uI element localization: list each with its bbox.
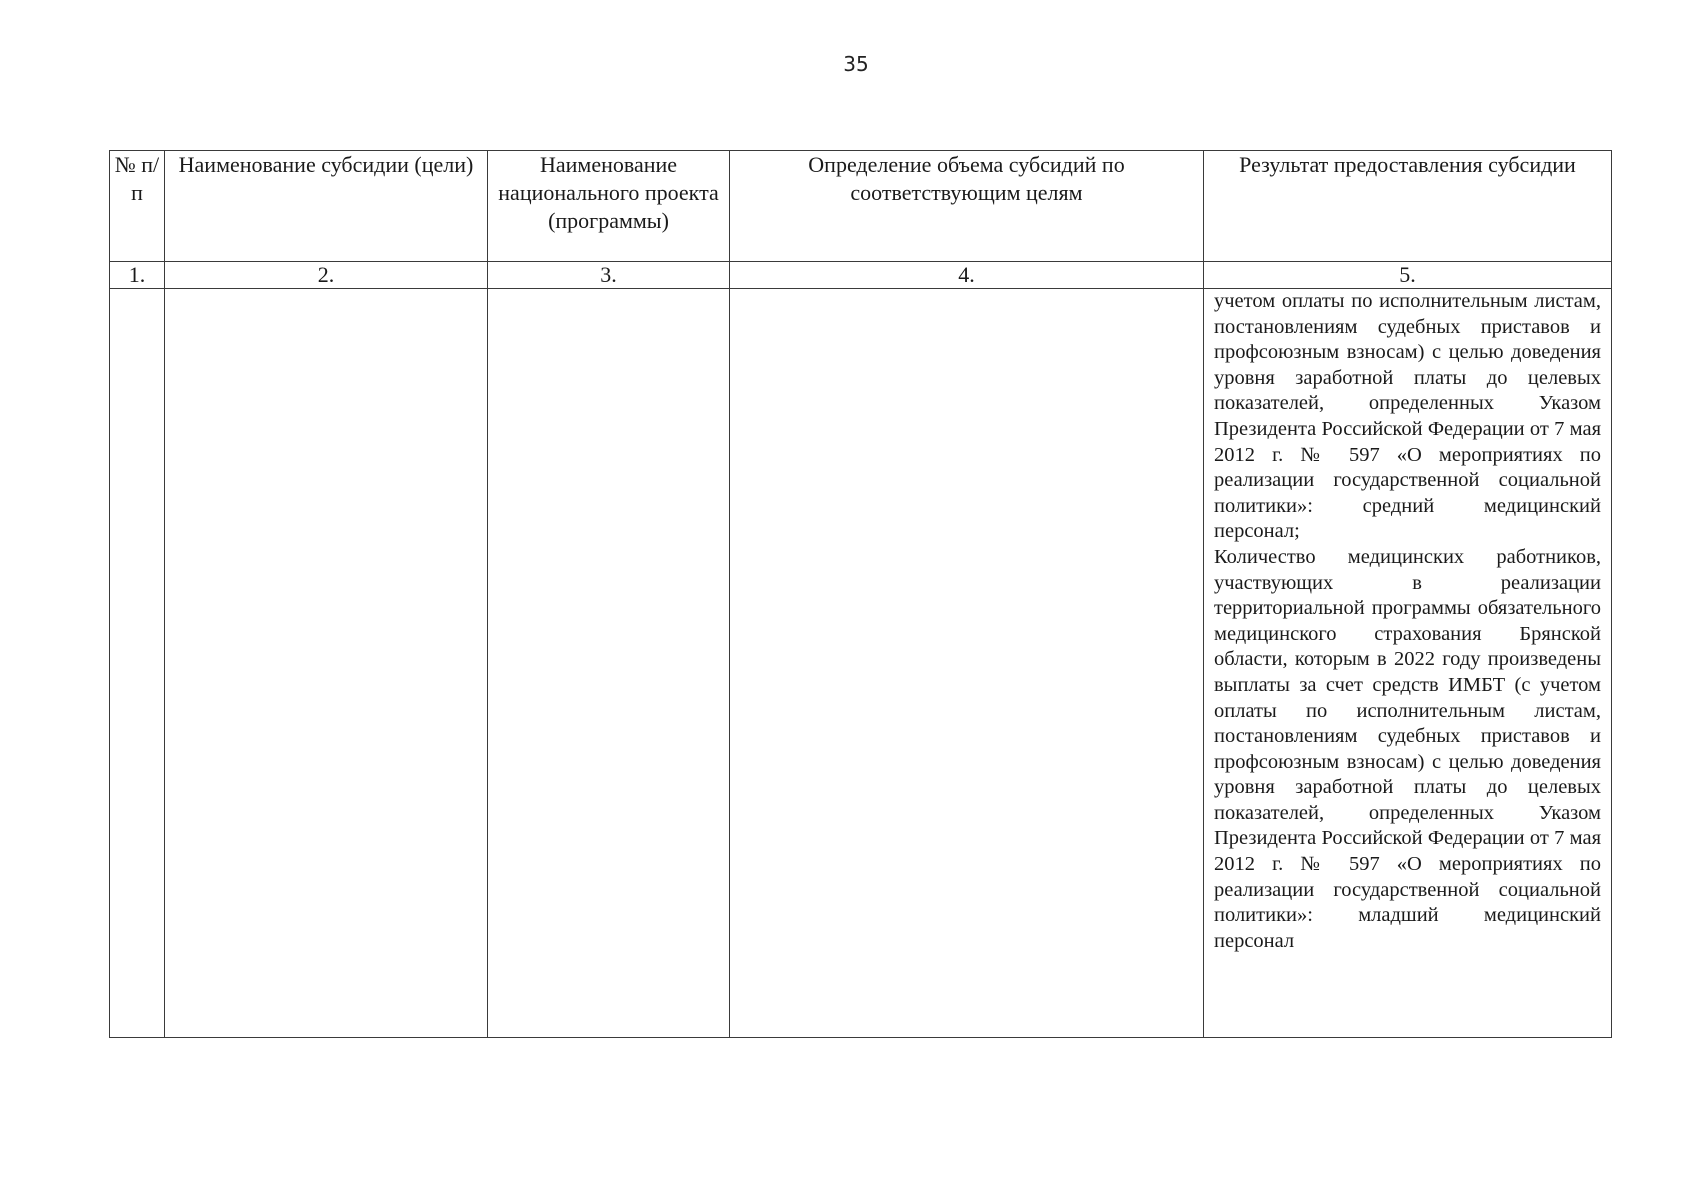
header-subsidy-result: Результат предоставления субсидии — [1204, 151, 1612, 262]
cell-subsidy-name — [165, 289, 488, 1038]
column-number: 1. — [110, 262, 165, 289]
header-subsidy-name: Наименование субсидии (цели) — [165, 151, 488, 262]
header-subsidy-volume: Определение объема субсидий по соответствующим целям — [730, 151, 1204, 262]
column-number-row — [110, 262, 1612, 289]
column-number: 3. — [488, 262, 730, 289]
column-number: 4. — [730, 262, 1204, 289]
cell-national-project — [488, 289, 730, 1038]
column-number: 5. — [1204, 262, 1612, 289]
cell-subsidy-volume — [730, 289, 1204, 1038]
column-number: 2. — [165, 262, 488, 289]
header-number: № п/п — [110, 151, 165, 262]
page-number: 35 — [843, 52, 869, 76]
table-header-row — [110, 151, 1612, 262]
cell-number — [110, 289, 165, 1038]
cell-subsidy-result — [1204, 289, 1612, 1038]
header-national-project: Наименование национального проекта (программы) — [488, 151, 730, 262]
result-paragraph: Количество медицинских работников, участвующих в реализации территориальной программы обязательного медицинского страхования Брянской области, которым в 2022 году произведены выплаты за счет средств ИМБТ (с учетом оплаты по исполнительным листам, постановлениям судебных приставов и профсоюзным взносам) с целью доведения уровня заработной платы до целевых показателей, определенных Указом Президента Российской Федерации от 7 мая 2012 г. № 597 «О мероприятиях по реализации государственной социальной политики»: младший медицинский персонал — [1214, 545, 1601, 952]
subsidy-table — [109, 150, 1612, 1038]
result-paragraph: учетом оплаты по исполнительным листам, постановлениям судебных приставов и профсоюзным взносам) с целью доведения уровня заработной платы до целевых показателей, определенных Указом Президента Российской Федерации от 7 мая 2012 г. № 597 «О мероприятиях по реализации государственной социальной политики»: средний медицинский персонал; — [1214, 290, 1601, 543]
result-text — [1204, 289, 1611, 954]
table-row — [110, 289, 1612, 1038]
